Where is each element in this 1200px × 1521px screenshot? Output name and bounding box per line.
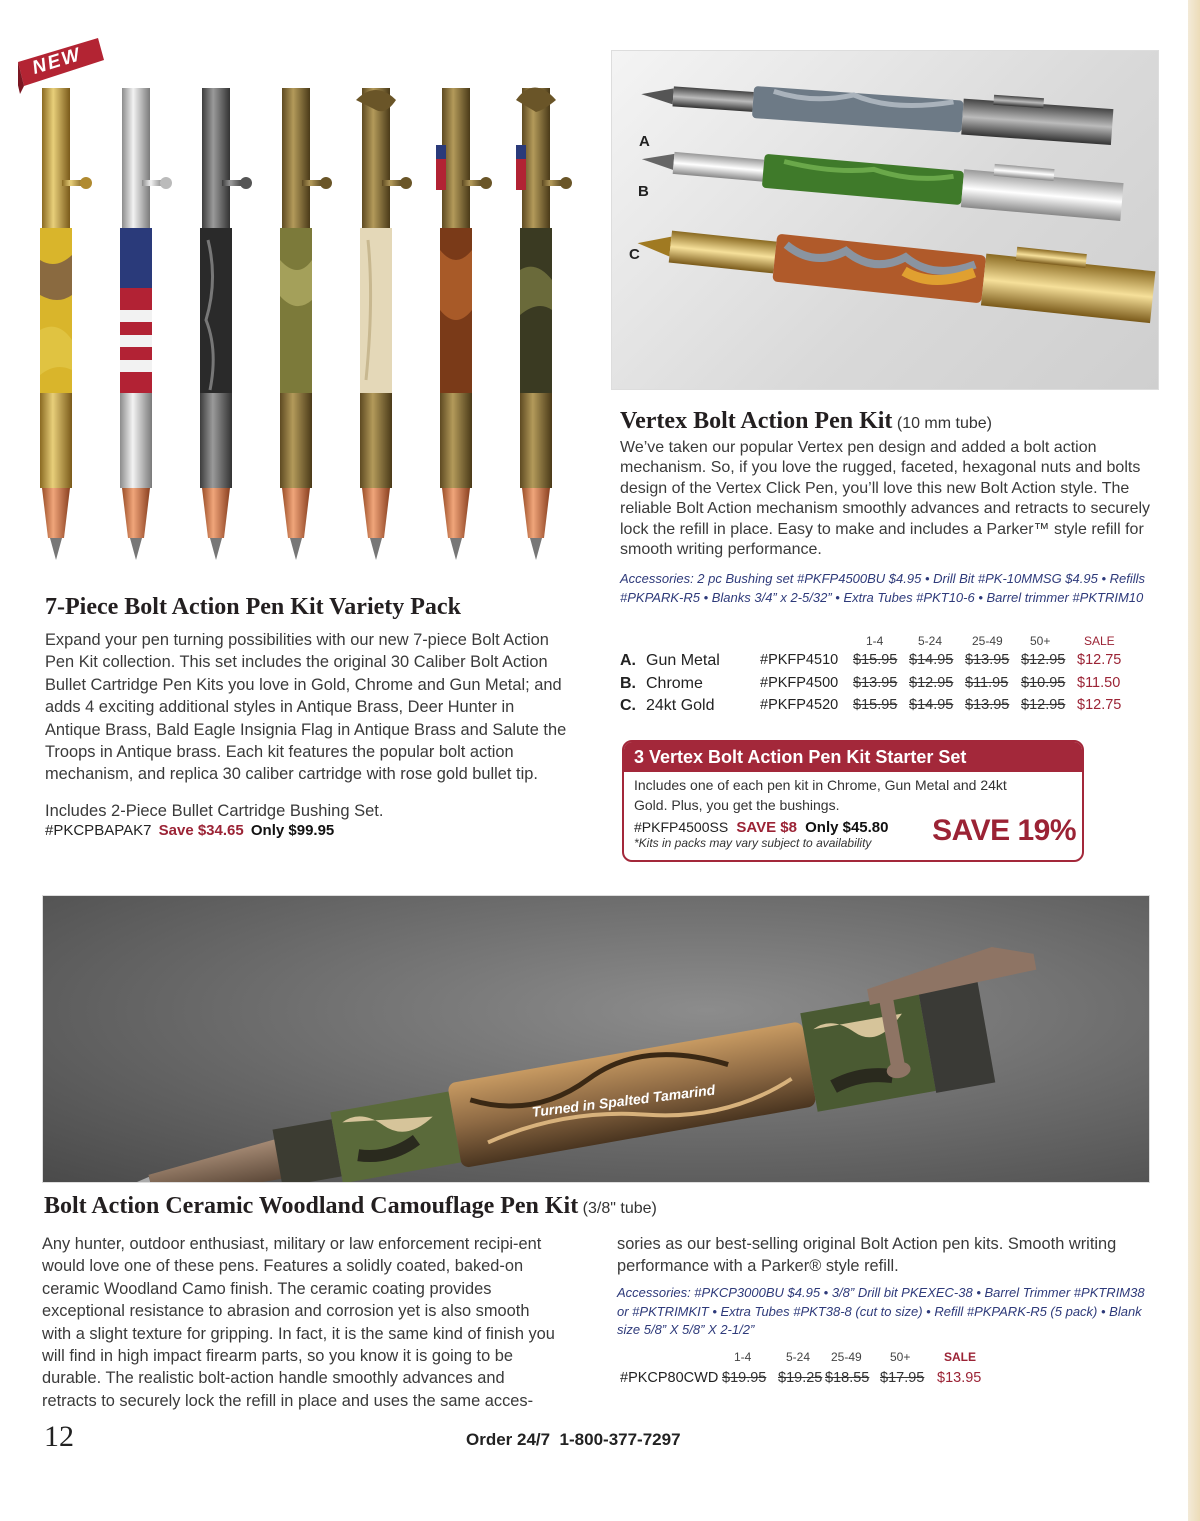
order-line: Order 24/7 1-800-377-7297 — [466, 1430, 681, 1449]
vertex-row-name: Chrome — [646, 674, 703, 692]
vertex-price-row — [620, 652, 1120, 675]
camo-pen-photo — [42, 895, 1150, 1183]
vertex-accessories: Accessories: 2 pc Bushing set #PKFP4500BU $4.95 • Drill Bit #PK-10MMSG $4.95 • Refills #PKPARK-R5 • Blanks 3/4” x 2-5/32” • Extra Tubes #PKT10-6 • Barrel trimmer #PKTRIM10 — [620, 571, 1146, 605]
vertex-row-p3: $13.95 — [965, 697, 1010, 713]
vertex-price-table — [620, 634, 1120, 720]
camo-heading — [44, 1193, 657, 1220]
vertex-row-name: 24kt Gold — [646, 697, 715, 714]
new-badge-label: NEW — [29, 44, 85, 79]
vertex-row-letter: B. — [620, 674, 636, 692]
seven-pens-illustration — [18, 30, 578, 575]
starter-set-note: *Kits in packs may vary subject to availability — [634, 836, 872, 850]
vertex-tube: (10 mm tube) — [896, 415, 992, 432]
variety-title: 7-Piece Bolt Action Pen Kit Variety Pack — [45, 594, 461, 620]
vertex-row-sale: $12.75 — [1077, 697, 1122, 713]
camo-price-1: $19.95 — [722, 1370, 767, 1386]
camo-accessories: Accessories: #PKCP3000BU $4.95 • 3/8” Drill bit PKEXEC-38 • Barrel Trimmer #PKTRIM38 or #PKTRIMKIT • Extra Tubes #PKT38-8 (cut to size) • Refill #PKPARK-R5 (5 pack) • Blank size 5/8” X 5/8” X 2-1/2” — [617, 1285, 1145, 1337]
vertex-row-p3: $11.95 — [965, 674, 1009, 691]
camo-price-3: $18.55 — [825, 1370, 870, 1386]
vertex-row-p4: $12.95 — [1021, 652, 1066, 668]
vertex-row-p1: $15.95 — [853, 697, 898, 713]
variety-pack-photo — [18, 30, 578, 575]
variety-save: Save $34.65 — [158, 822, 244, 840]
camo-price-header-2: 5-24 — [786, 1350, 811, 1364]
variety-price-line — [45, 822, 570, 839]
starter-set-title: 3 Vertex Bolt Action Pen Kit Starter Set — [634, 747, 967, 767]
starter-set-save-pct: SAVE 19% — [932, 814, 1076, 847]
vertex-row-p2: $14.95 — [909, 697, 954, 713]
vertex-row-sale: $11.50 — [1077, 674, 1121, 691]
variety-only: Only $99.95 — [250, 822, 335, 840]
camo-price-header-sale: SALE — [944, 1350, 977, 1364]
camo-tube: (3/8" tube) — [582, 1200, 657, 1217]
camo-price-header-3: 25-49 — [831, 1350, 862, 1364]
price-header-sale: SALE — [1084, 634, 1115, 648]
price-header-4: 50+ — [1030, 634, 1051, 648]
vertex-label-a: A — [639, 133, 650, 150]
vertex-row-sale: $12.75 — [1077, 652, 1122, 668]
starter-set-only: Only $45.80 — [805, 819, 889, 836]
camo-price-header-1: 1-4 — [734, 1350, 752, 1364]
variety-includes: Includes 2-Piece Bullet Cartridge Bushing Set. — [45, 801, 384, 820]
page-edge-strip — [1188, 0, 1200, 1521]
camo-price-sale: $13.95 — [937, 1370, 982, 1386]
vertex-row-sku: #PKFP4500 — [760, 674, 839, 691]
price-header-3: 25-49 — [972, 634, 1003, 648]
starter-set-sku: #PKFP4500SS — [634, 819, 729, 835]
camo-price-2: $19.25 — [778, 1370, 823, 1386]
vertex-row-p1: $15.95 — [853, 652, 898, 668]
vertex-row-p3: $13.95 — [965, 652, 1010, 668]
starter-set-box — [622, 740, 1084, 862]
vertex-row-letter: C. — [620, 697, 636, 714]
vertex-price-row — [620, 675, 1120, 698]
camo-price-table — [620, 1350, 1020, 1390]
vertex-pens-photo — [611, 50, 1159, 390]
vertex-price-row — [620, 697, 1120, 720]
camo-price-4: $17.95 — [880, 1370, 925, 1386]
price-header-1: 1-4 — [866, 634, 884, 648]
vertex-description: We’ve taken our popular Vertex pen design and added a bolt action mechanism. So, if you love the rugged, faceted, hexagonal nuts and bolts design of the Vertex Click Pen, you’ll love this new Bolt Action style. The reliable Bolt Action mechanism smoothly advances and retracts to securely lock the refill in place. Easy to make and includes a Parker™ style refill for smooth writing performance. — [620, 439, 1151, 559]
vertex-heading — [620, 408, 1160, 435]
vertex-row-name: Gun Metal — [646, 652, 720, 669]
camo-photo-caption: Turned in Spalted Tamarind — [531, 1081, 716, 1120]
variety-section — [45, 594, 570, 839]
vertex-row-p2: $14.95 — [909, 652, 954, 668]
vertex-title: Vertex Bolt Action Pen Kit — [620, 408, 893, 434]
variety-description: Expand your pen turning possibilities with our new 7-piece Bolt Action Pen Kit collection. This set includes the original 30 Caliber Bolt Action Bullet Cartridge Pen Kits you love in Gold, Chrome and Gun Metal; and adds 4 exciting additional styles in Antique Brass, Deer Hunter in Antique Brass, Bald Eagle Insignia Flag in Antique Brass and Salute the Troops in Antique brass. Each kit features the popular bolt action mechanism, and replica 30 caliber cartridge with rose gold bullet tip. — [45, 631, 567, 784]
camo-description-right: sories as our best-selling original Bolt Action pen kits. Smooth writing performance with a Parker® style refill. — [617, 1235, 1117, 1276]
variety-sku: #PKCPBAPAK7 — [45, 822, 152, 840]
vertex-row-p4: $10.95 — [1021, 674, 1066, 691]
new-badge — [18, 38, 108, 98]
vertex-label-b: B — [638, 183, 649, 200]
starter-set-desc: Includes one of each pen kit in Chrome, Gun Metal and 24kt Gold. Plus, you get the bushings. — [634, 777, 1007, 813]
starter-set-save: SAVE $8 — [736, 819, 797, 836]
camo-description-left: Any hunter, outdoor enthusiast, military or law enforcement recipi-ent would love one of these pens. Features a solidly coated, baked-on ceramic Woodland Camo finish. The ceramic coating provides exceptional resistance to abrasion and corrosion yet is also smooth with a slight texture for gripping. In fact, it is the same kind of finish you will find in high impact firearm parts, so you know it is going to be durable. The realistic bolt-action handle smoothly advances and retracts to securely lock the refill in place and uses the same acces- — [42, 1235, 555, 1410]
vertex-row-sku: #PKFP4510 — [760, 652, 839, 668]
camo-sku: #PKCP80CWD — [620, 1370, 719, 1386]
page-number: 12 — [44, 1420, 74, 1453]
price-header-2: 5-24 — [918, 634, 943, 648]
vertex-label-c: C — [629, 246, 640, 263]
vertex-section — [620, 408, 1160, 607]
vertex-row-letter: A. — [620, 652, 636, 669]
camo-price-header-4: 50+ — [890, 1350, 911, 1364]
vertex-row-p2: $12.95 — [909, 674, 954, 691]
vertex-row-p4: $12.95 — [1021, 697, 1066, 713]
camo-title: Bolt Action Ceramic Woodland Camouflage Pen Kit — [44, 1193, 579, 1219]
vertex-row-p1: $13.95 — [853, 674, 898, 691]
vertex-price-headers — [620, 634, 1120, 652]
starter-set-header — [624, 742, 1082, 772]
vertex-row-sku: #PKFP4520 — [760, 697, 839, 713]
